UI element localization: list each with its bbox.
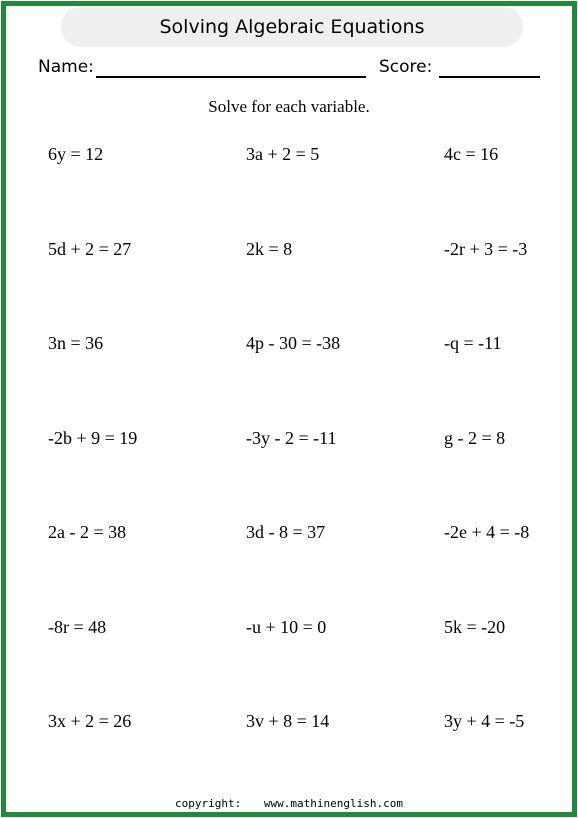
problem-equation: -q = -11 xyxy=(444,333,502,353)
problem-equation: 6y = 12 xyxy=(48,144,104,164)
score-label: Score: xyxy=(379,57,433,77)
problem-equation: -3y - 2 = -11 xyxy=(246,428,337,448)
problem-equation: 2a - 2 = 38 xyxy=(48,522,127,542)
problem-equation: 3y + 4 = -5 xyxy=(444,711,525,731)
problem-equation: 4p - 30 = -38 xyxy=(246,333,341,353)
footer xyxy=(0,797,578,810)
copyright-label: copyright: xyxy=(175,797,242,810)
problem-equation: 3d - 8 = 37 xyxy=(246,522,326,542)
problem-equation: -u + 10 = 0 xyxy=(246,617,327,637)
name-label: Name: xyxy=(38,57,94,77)
problem-equation: 3v + 8 = 14 xyxy=(246,711,330,731)
problem-equation: 5k = -20 xyxy=(444,617,506,637)
problem-equation: -8r = 48 xyxy=(48,617,107,637)
problem-equation: 3n = 36 xyxy=(48,333,104,353)
problem-equation: 2k = 8 xyxy=(246,239,293,259)
problem-equation: 3x + 2 = 26 xyxy=(48,711,132,731)
worksheet-title: Solving Algebraic Equations xyxy=(159,16,425,38)
problem-equation: 3a + 2 = 5 xyxy=(246,144,320,164)
problem-equation: 5d + 2 = 27 xyxy=(48,239,132,259)
problem-equation: -2b + 9 = 19 xyxy=(48,428,138,448)
problem-equation: -2r + 3 = -3 xyxy=(444,239,528,259)
problem-equation: g - 2 = 8 xyxy=(444,428,506,448)
instructions: Solve for each variable. xyxy=(208,97,370,116)
problem-equation: 4c = 16 xyxy=(444,144,499,164)
problem-equation: -2e + 4 = -8 xyxy=(444,522,530,542)
website-link[interactable]: www.mathinenglish.com xyxy=(263,797,403,810)
